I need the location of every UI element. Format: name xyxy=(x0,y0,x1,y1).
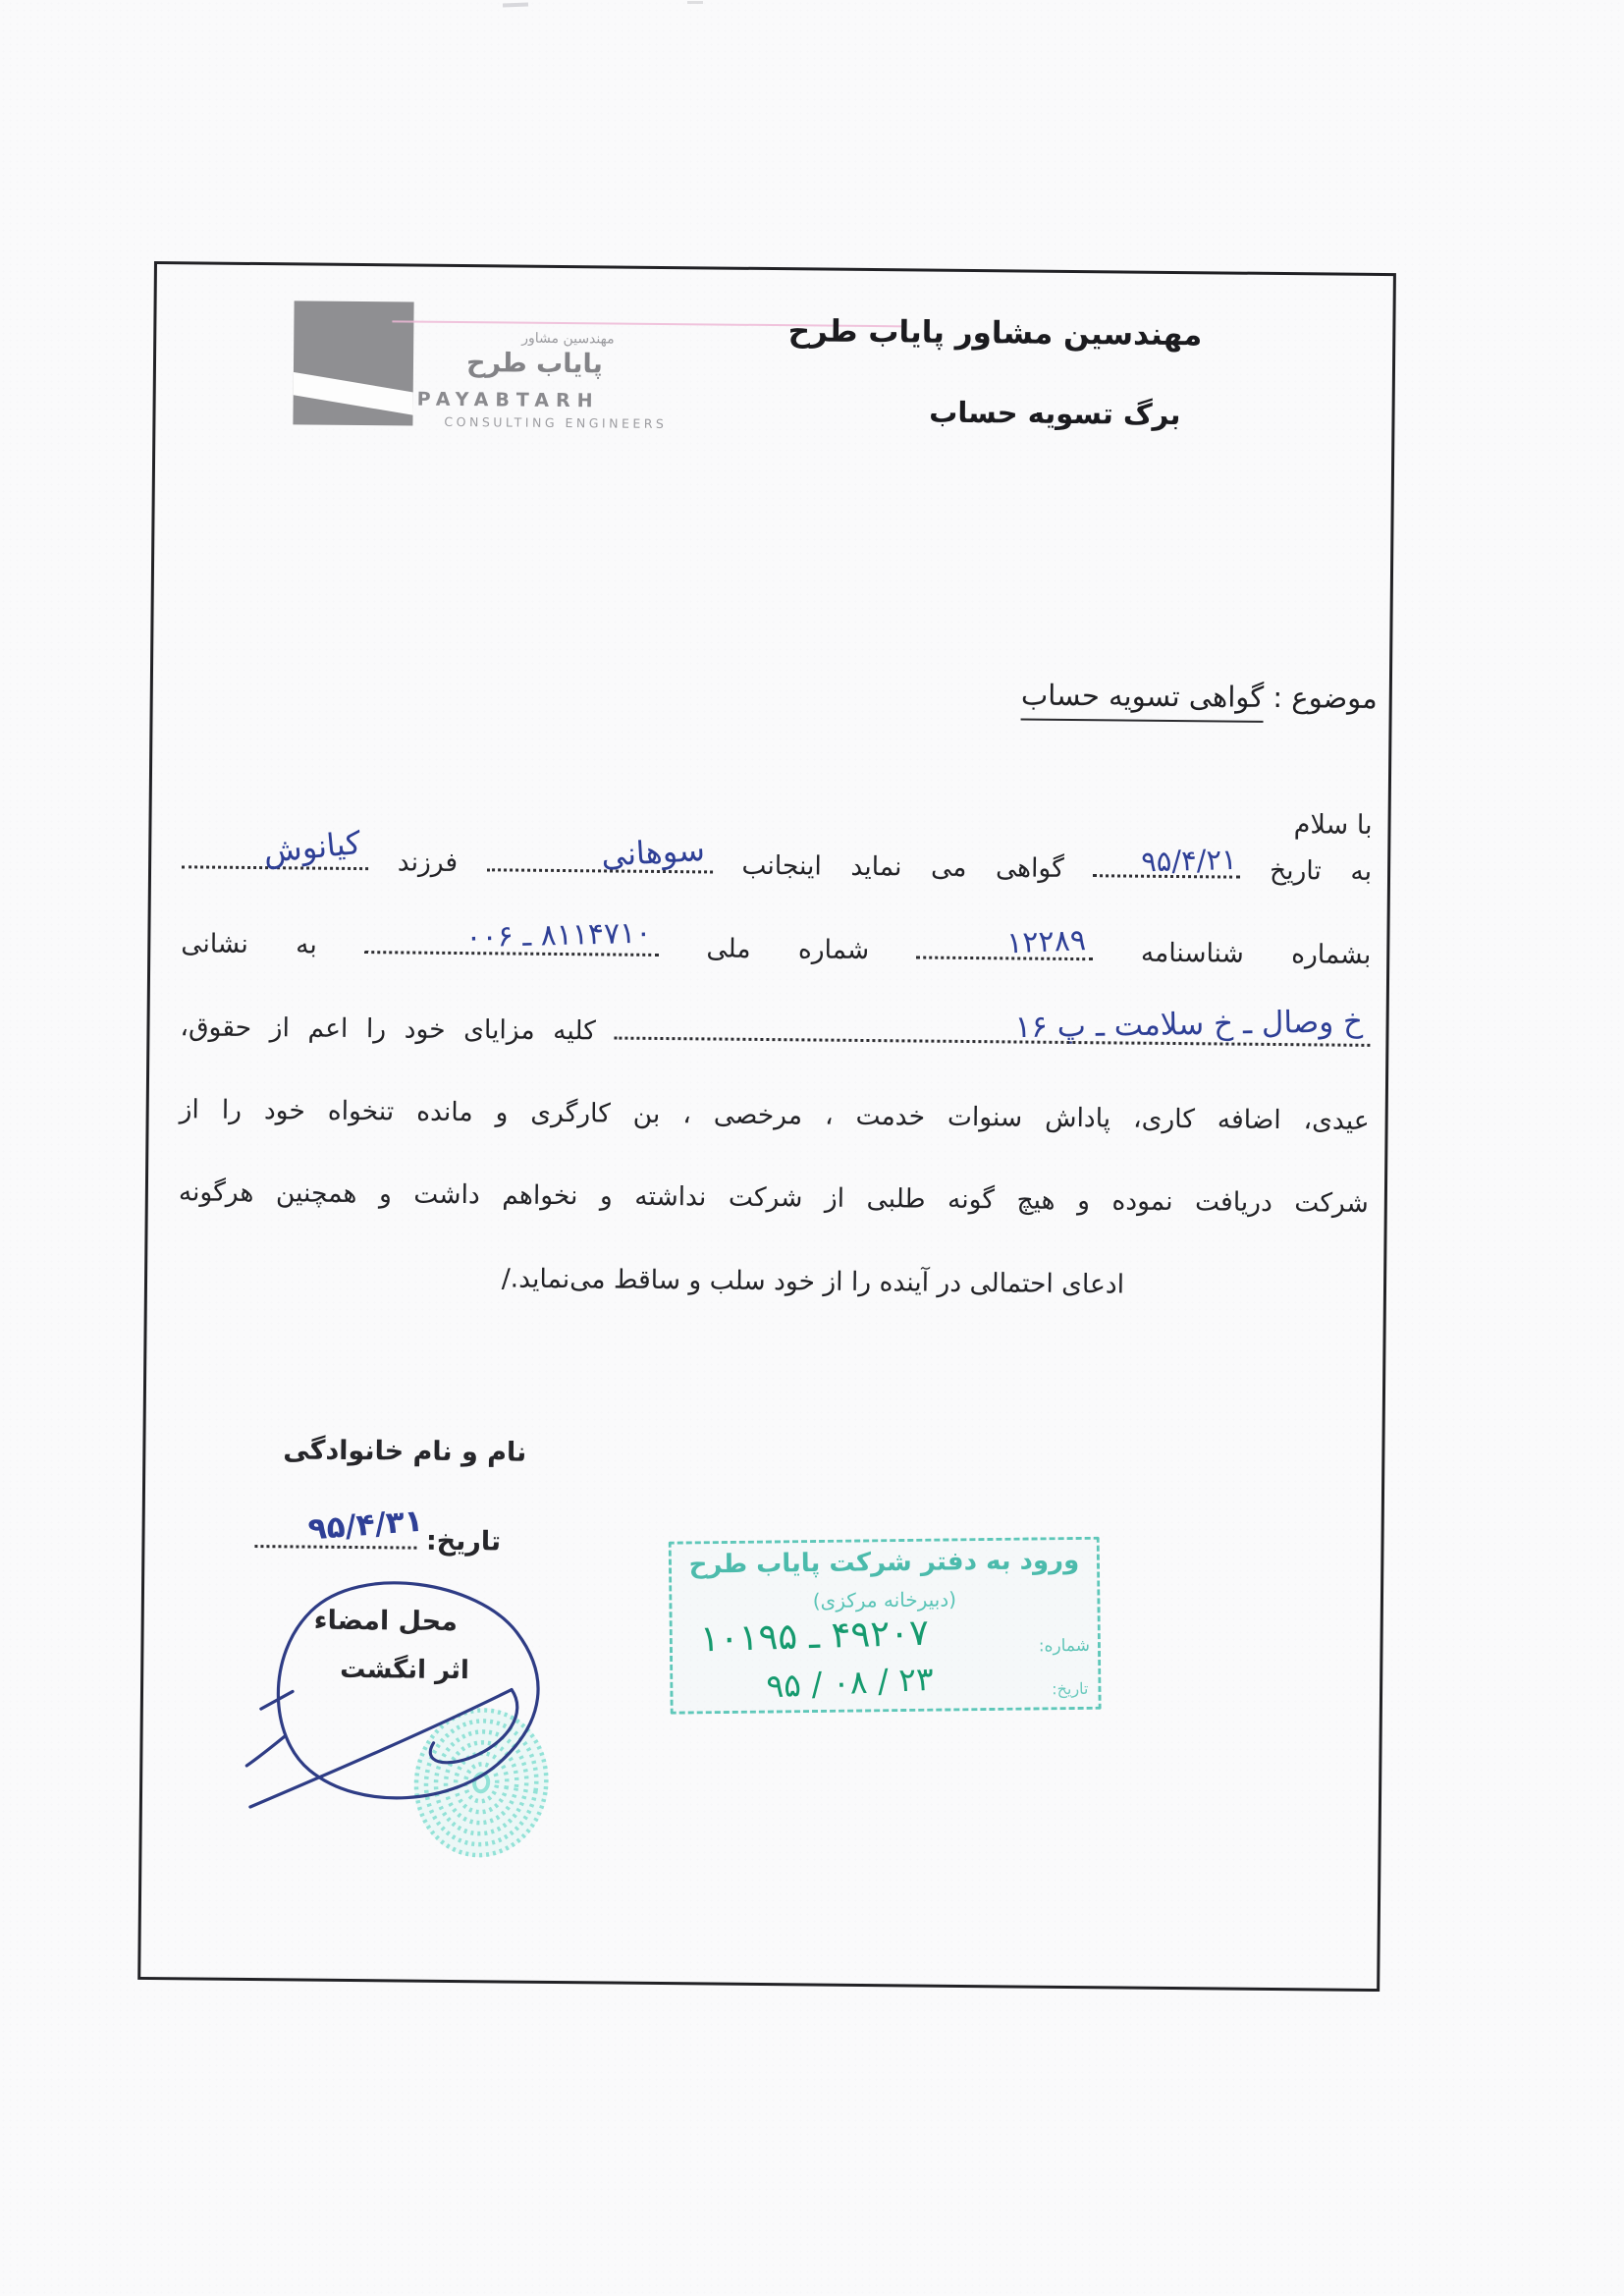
body-text: به نشانی xyxy=(181,928,317,960)
stamp-number-value: ۱۰۱۹۵ ـ ۴۹۲۰۷ xyxy=(699,1611,930,1661)
date-label: تاریخ: xyxy=(425,1525,502,1558)
scanner-artifact xyxy=(503,3,528,8)
fill-in-blank-id-number xyxy=(916,923,1093,961)
fill-in-blank-name xyxy=(487,830,713,875)
scanner-artifact xyxy=(687,1,703,4)
fill-in-blank-national-id xyxy=(364,915,659,957)
logo-latin-name: PAYABTARH xyxy=(416,388,600,412)
stamp-subtitle: (دبیرخانه مرکزی) xyxy=(812,1587,957,1613)
logo-farsi-name: پایاب طرح xyxy=(465,348,603,380)
stamp-date-value: ۹۵ / ۰۸ / ۲۳ xyxy=(765,1659,935,1706)
body-text: بشماره شناسنامه xyxy=(1140,937,1372,970)
body-text: گواهی می نماید اینجانب xyxy=(741,849,1064,884)
fingerprint xyxy=(405,1699,559,1867)
subject-value: گواهی تسویه حساب xyxy=(1021,678,1265,722)
fingerprint-label: اثر انگشت xyxy=(340,1654,470,1686)
document-border xyxy=(137,261,1396,1992)
handwritten-name: سوهانی xyxy=(600,830,706,875)
salutation: با سلام xyxy=(1293,809,1373,841)
stamp-number-label: شماره: xyxy=(1038,1635,1091,1657)
body-line-5: شرکت دریافت نموده و هیچ گونه طلبی از شرکت نداشته و نخواهم داشت و همچنین هرگونه xyxy=(178,1176,1369,1219)
logo-stripe xyxy=(293,370,413,421)
handwritten-father-name: کیانوش xyxy=(261,823,362,871)
subject-line xyxy=(1021,678,1378,714)
signature-date-row xyxy=(254,1503,502,1558)
body-line-3 xyxy=(180,1004,1370,1060)
fill-in-blank-address xyxy=(614,1004,1370,1047)
fill-in-blank-father-name xyxy=(182,823,368,871)
company-name: مهندسین مشاور پایاب طرح xyxy=(787,313,1203,354)
body-text: فرزند xyxy=(397,847,459,878)
body-line-2 xyxy=(181,915,1372,976)
handwritten-address: خ وصال ـ خ سلامت ـ پ ۱۶ xyxy=(1013,1004,1363,1046)
body-text: کلیه مزایای خود را اعم از حقوق، xyxy=(180,1011,596,1047)
handwritten-start-date: ۹۵/۴/۲۱ xyxy=(1140,842,1237,879)
handwritten-national-id: ۰۰۶ ـ ۸۱۱۴۷۱۰ xyxy=(464,915,652,956)
subject-label: موضوع : xyxy=(1272,680,1378,715)
body-text: به تاریخ xyxy=(1269,854,1373,887)
handwritten-id-number: ۱۲۲۸۹ xyxy=(1005,923,1087,961)
handwritten-signature-date: ۹۵/۴/۳۱ xyxy=(306,1503,424,1548)
body-text: شماره ملی xyxy=(706,933,870,966)
signature-place-label: محل امضاء xyxy=(313,1605,459,1638)
stamp-date-label: تاریخ: xyxy=(1052,1678,1089,1699)
fill-in-blank-signature-date xyxy=(254,1503,424,1550)
signature-and-fingerprint xyxy=(210,1571,635,1899)
logo-latin-subtitle: CONSULTING ENGINEERS xyxy=(444,413,668,432)
body-line-6: ادعای احتمالی در آینده را از خود سلب و ساقط می‌نماید./ xyxy=(501,1263,1125,1300)
form-title: برگ تسویه حساب xyxy=(929,395,1181,432)
registry-stamp xyxy=(669,1537,1102,1715)
logo-farsi-tagline: مهندسین مشاور xyxy=(521,330,615,348)
fill-in-blank-start-date xyxy=(1093,842,1240,879)
name-label: نام و نام خانوادگی xyxy=(283,1435,527,1468)
body-line-4: عیدی، اضافه کاری، پاداش سنوات خدمت ، مرخصی ، بن کارگری و مانده تنخواه خود را از xyxy=(179,1094,1370,1136)
stamp-title: ورود به دفتر شرکت پایاب طرح xyxy=(688,1545,1080,1580)
